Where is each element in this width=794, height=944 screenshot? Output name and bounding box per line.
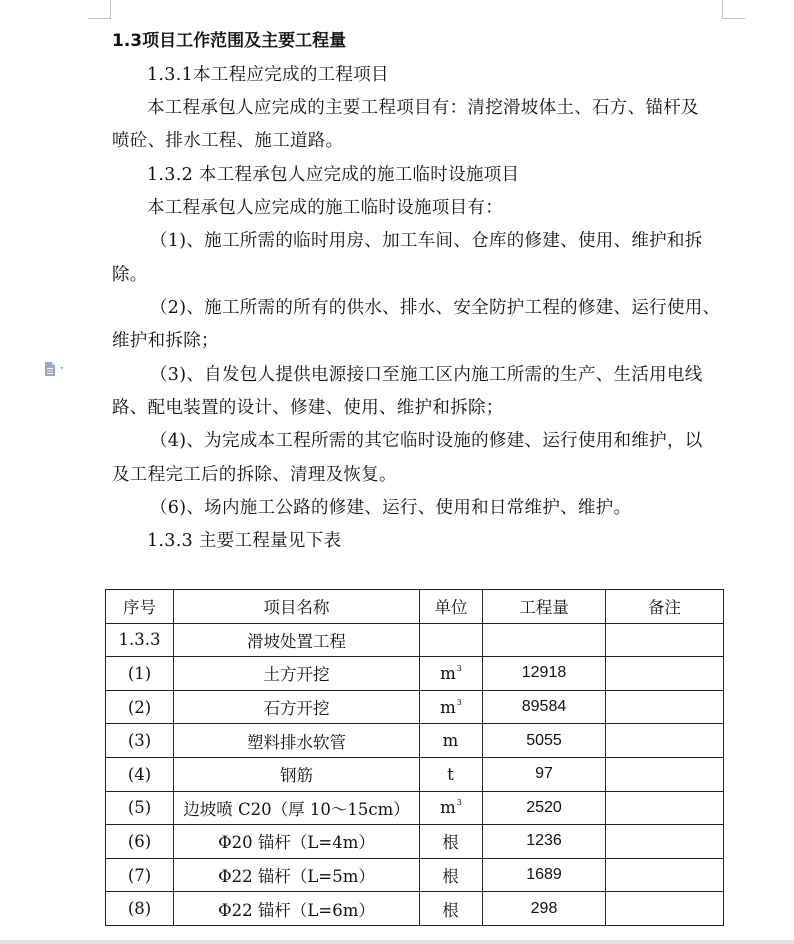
cell-item-name: 边坡喷 C20（厚 10～15cm）: [174, 791, 420, 825]
cell-quantity: 1236: [483, 825, 606, 859]
table-row: [106, 892, 724, 926]
cell-unit: 根: [420, 858, 483, 892]
cell-no: (7): [106, 858, 174, 892]
list-item-line: 维护和拆除；: [112, 331, 219, 351]
unit-superscript: 3: [456, 798, 462, 808]
table-row: [106, 690, 724, 724]
unit-superscript: 3: [456, 697, 462, 707]
cell-item-name: 石方开挖: [174, 690, 420, 724]
cell-no: 1.3.3: [106, 623, 174, 657]
cell-quantity: 1689: [483, 858, 606, 892]
cell-note: [606, 690, 724, 724]
cell-quantity: 97: [483, 757, 606, 791]
cell-no: (5): [106, 791, 174, 825]
table-row: [106, 858, 724, 892]
header-quantity: 工程量: [483, 590, 606, 624]
cell-no: (8): [106, 892, 174, 926]
unit-superscript: 3: [456, 663, 462, 673]
cell-unit: 根: [420, 892, 483, 926]
subsection-title-3: 1.3.3 主要工程量见下表: [147, 531, 342, 551]
table-row: [106, 791, 724, 825]
cell-note: [606, 892, 724, 926]
page-corner-mark-left: [88, 0, 111, 19]
cell-item-name: Φ20 锚杆（L=4m）: [174, 825, 420, 859]
cell-item-name: Φ22 锚杆（L=6m）: [174, 892, 420, 926]
paragraph-line: 本工程承包人应完成的主要工程项目有：清挖滑坡体土、石方、锚杆及: [147, 98, 699, 118]
cell-item-name: 土方开挖: [174, 657, 420, 691]
cell-no: (6): [106, 825, 174, 859]
cell-note: [606, 825, 724, 859]
cell-note: [606, 623, 724, 657]
list-item-line: 及工程完工后的拆除、清理及恢复。: [112, 465, 397, 485]
paragraph-line: 喷砼、排水工程、施工道路。: [112, 131, 344, 151]
list-item-line: （6)、场内施工公路的修建、运行、使用和日常维护、维护。: [150, 498, 632, 518]
cell-unit: $m^3$: [420, 791, 483, 825]
header-note: 备注: [606, 590, 724, 624]
cell-item-name: Φ22 锚杆（L=5m）: [174, 858, 420, 892]
cell-item-name: 钢筋: [174, 757, 420, 791]
header-unit: 单位: [420, 590, 483, 624]
cell-note: [606, 791, 724, 825]
table-row: [106, 757, 724, 791]
list-item-line: （3)、自发包人提供电源接口至施工区内施工所需的生产、生活用电线: [150, 365, 703, 385]
cell-unit: 根: [420, 825, 483, 859]
subsection-title-2: 1.3.2 本工程承包人应完成的施工临时设施项目: [147, 165, 520, 185]
cell-note: [606, 657, 724, 691]
subsection-title-1: 1.3.1本工程应完成的工程项目: [147, 65, 389, 85]
cell-no: (3): [106, 724, 174, 758]
cell-unit: [420, 623, 483, 657]
chevron-down-icon: [60, 367, 64, 370]
list-item-line: （1)、施工所需的临时用房、加工车间、仓库的修建、使用、维护和拆: [150, 231, 703, 251]
list-item-line: 路、配电装置的设计、修建、使用、维护和拆除；: [112, 398, 504, 418]
table-row: [106, 724, 724, 758]
table-header-row: [106, 590, 724, 624]
cell-no: (2): [106, 690, 174, 724]
table-row: [106, 657, 724, 691]
cell-quantity: 298: [483, 892, 606, 926]
cell-no: (1): [106, 657, 174, 691]
section-heading: 1.3项目工作范围及主要工程量: [112, 31, 347, 51]
cell-quantity: 2520: [483, 791, 606, 825]
cell-note: [606, 724, 724, 758]
cell-unit: $m^3$: [420, 657, 483, 691]
list-item-line: （2)、施工所需的所有的供水、排水、安全防护工程的修建、运行使用、: [150, 298, 721, 318]
cell-no: (4): [106, 757, 174, 791]
cell-quantity: 12918: [483, 657, 606, 691]
cell-quantity: 89584: [483, 690, 606, 724]
cell-unit: $m^3$: [420, 690, 483, 724]
table-row: [106, 623, 724, 657]
cell-quantity: 5055: [483, 724, 606, 758]
page-bottom-edge: [0, 940, 794, 944]
header-no: 序号: [106, 590, 174, 624]
paragraph-line: 本工程承包人应完成的施工临时设施项目有：: [147, 198, 503, 218]
quantities-table: [105, 589, 724, 926]
page-corner-mark-right: [722, 0, 745, 19]
cell-item-name: 塑料排水软管: [174, 724, 420, 758]
cell-unit: t: [420, 757, 483, 791]
header-item-name: 项目名称: [174, 590, 420, 624]
cell-item-name: 滑坡处置工程: [174, 623, 420, 657]
cell-note: [606, 757, 724, 791]
cell-unit: m: [420, 724, 483, 758]
list-item-line: （4)、为完成本工程所需的其它临时设施的修建、运行使用和维护，以: [150, 431, 703, 451]
list-item-line: 除。: [112, 265, 148, 285]
table-row: [106, 825, 724, 859]
cell-quantity: [483, 623, 606, 657]
document-icon[interactable]: [44, 362, 70, 376]
cell-note: [606, 858, 724, 892]
